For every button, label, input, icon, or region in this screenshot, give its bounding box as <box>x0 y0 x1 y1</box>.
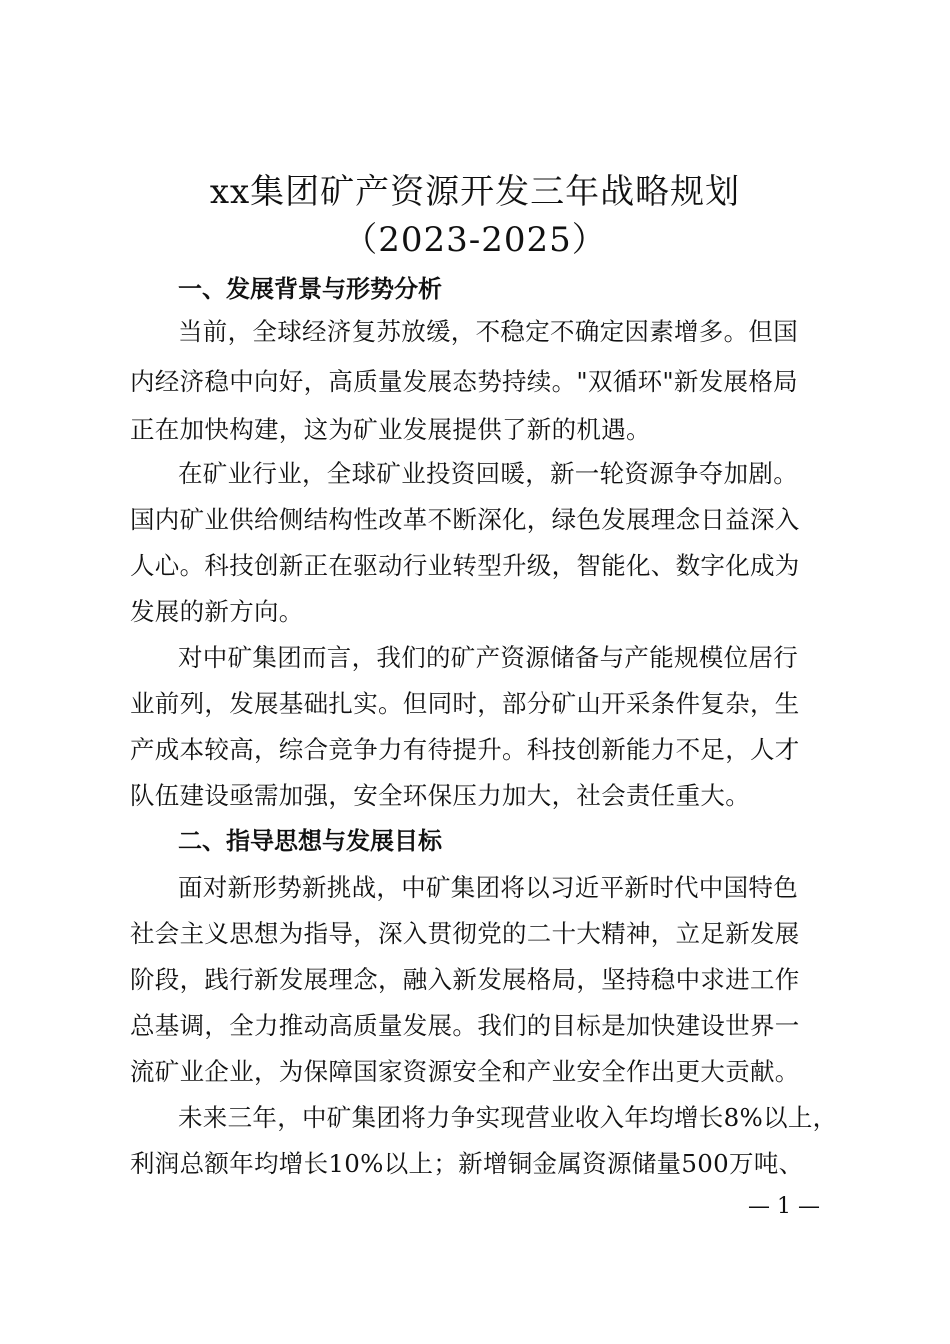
paragraph-line: 队伍建设亟需加强，安全环保压力加大，社会责任重大。 <box>130 781 750 810</box>
document-title-years: （2023-2025） <box>343 220 607 260</box>
section-heading-guidance: 二、指导思想与发展目标 <box>178 827 442 855</box>
paragraph-line: 在矿业行业，全球矿业投资回暖，新一轮资源争夺加剧。 <box>178 459 798 488</box>
section-heading-background: 一、发展背景与形势分析 <box>178 275 442 303</box>
paragraph-line: 未来三年，中矿集团将力争实现营业收入年均增长8%以上， <box>178 1103 838 1132</box>
paragraph-line: 国内矿业供给侧结构性改革不断深化，绿色发展理念日益深入 <box>130 505 800 534</box>
paragraph-line: 当前，全球经济复苏放缓，不稳定不确定因素增多。但国 <box>178 317 798 346</box>
paragraph-line: 流矿业企业，为保障国家资源安全和产业安全作出更大贡献。 <box>130 1057 800 1086</box>
paragraph-line: 人心。科技创新正在驱动行业转型升级，智能化、数字化成为 <box>130 551 800 580</box>
paragraph-line: 利润总额年均增长10%以上；新增铜金属资源储量500万吨、 <box>130 1149 804 1178</box>
paragraph-line: 面对新形势新挑战，中矿集团将以习近平新时代中国特色 <box>178 873 798 902</box>
paragraph-line: 总基调，全力推动高质量发展。我们的目标是加快建设世界一 <box>130 1011 800 1040</box>
document-title: xx集团矿产资源开发三年战略规划 <box>209 172 741 212</box>
page-number: — 1 — <box>748 1194 820 1219</box>
paragraph-line: 发展的新方向。 <box>130 597 304 626</box>
paragraph-line: 对中矿集团而言，我们的矿产资源储备与产能规模位居行 <box>178 643 798 672</box>
paragraph-line: 业前列，发展基础扎实。但同时，部分矿山开采条件复杂，生 <box>130 689 800 718</box>
paragraph-line: 产成本较高，综合竞争力有待提升。科技创新能力不足，人才 <box>130 735 800 764</box>
paragraph-line: 社会主义思想为指导，深入贯彻党的二十大精神，立足新发展 <box>130 919 800 948</box>
paragraph-line: 阶段，践行新发展理念，融入新发展格局，坚持稳中求进工作 <box>130 965 800 994</box>
paragraph-line: 正在加快构建，这为矿业发展提供了新的机遇。 <box>130 415 651 444</box>
paragraph-line: 内经济稳中向好，高质量发展态势持续。"双循环"新发展格局 <box>130 367 798 396</box>
